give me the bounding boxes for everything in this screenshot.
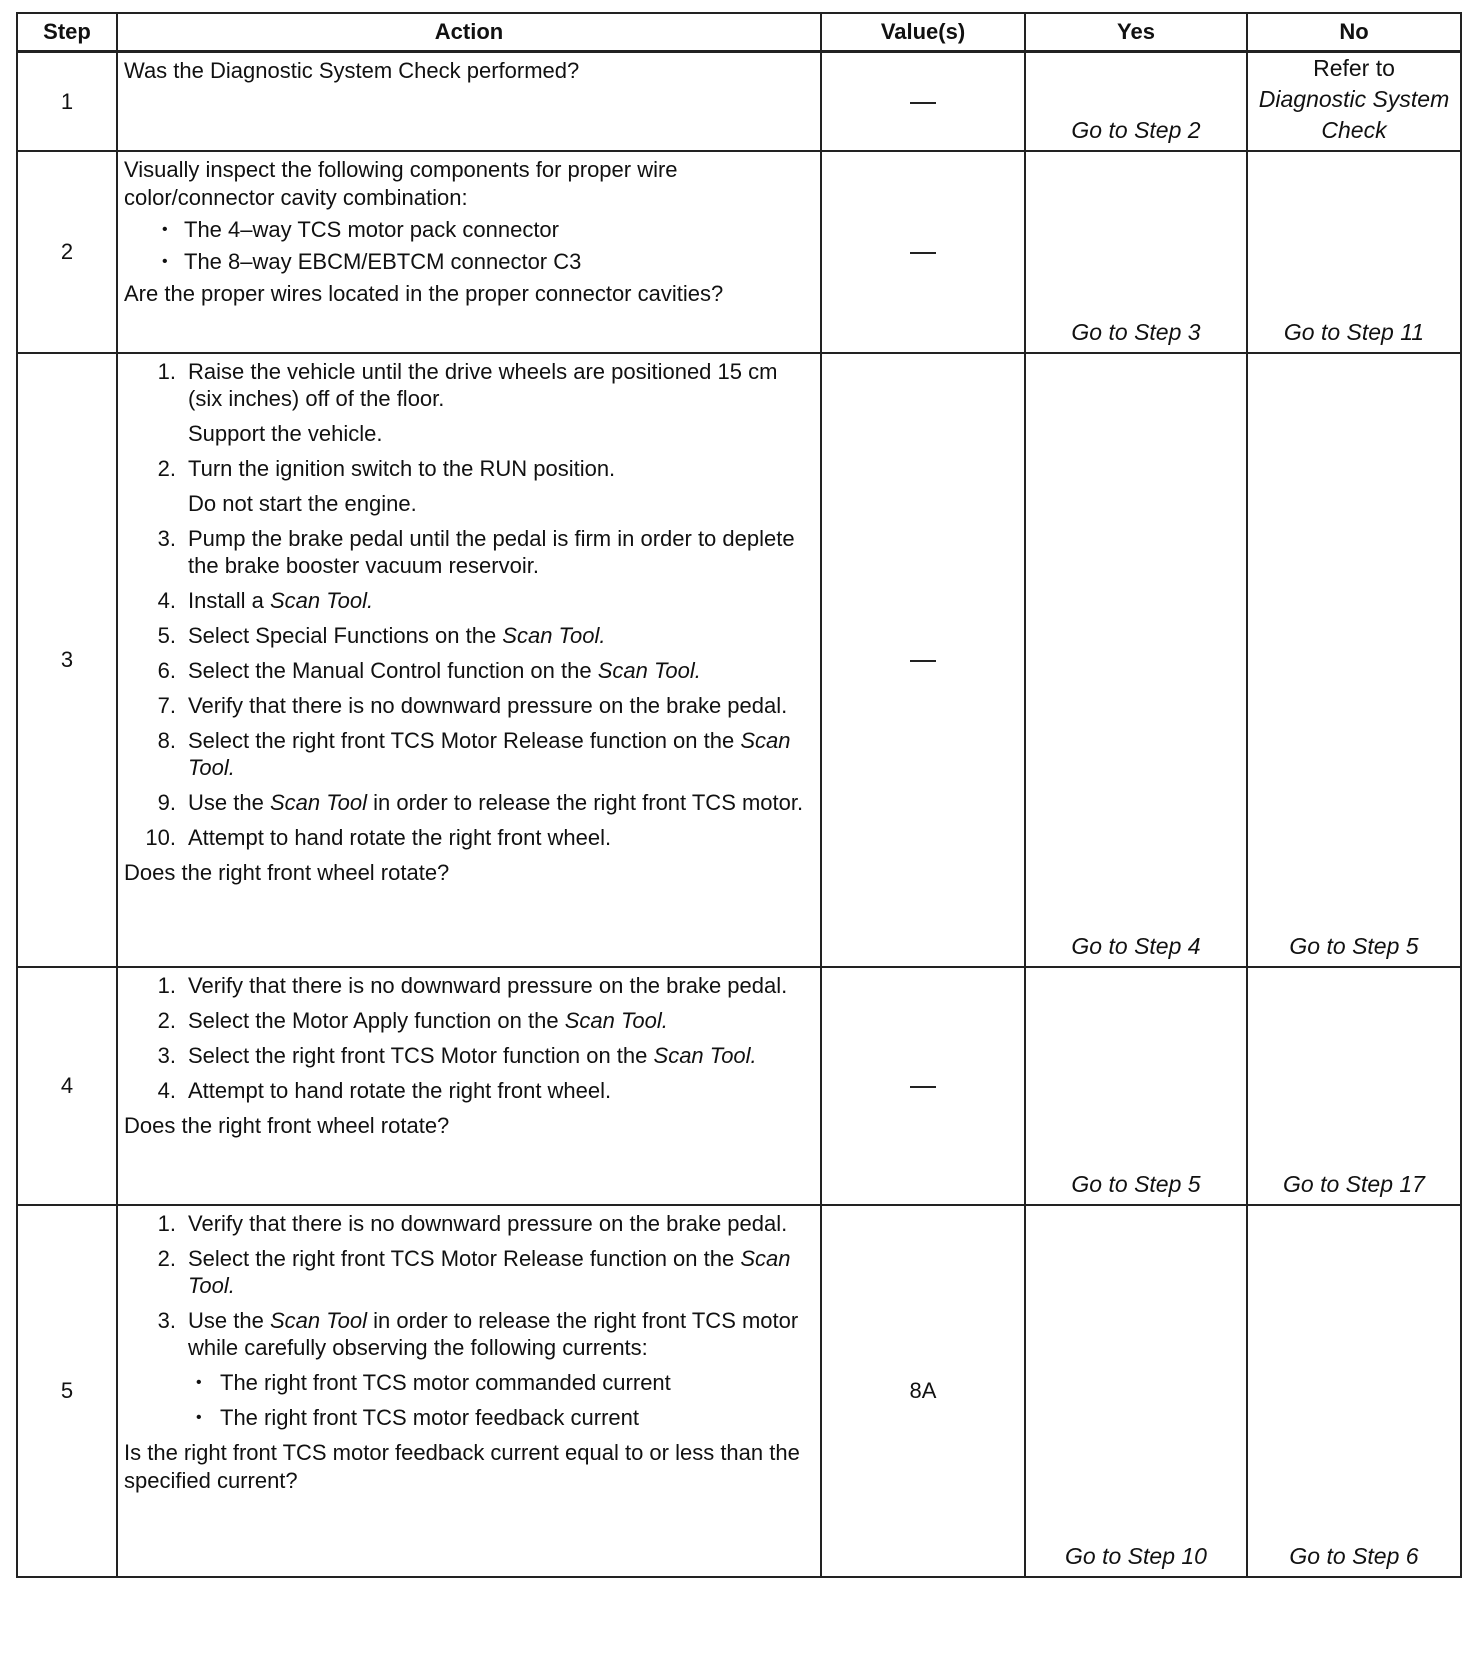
current-list	[188, 1369, 812, 1431]
procedure-step: 1. Verify that there is no downward pressure on the brake pedal.	[157, 1211, 788, 1236]
procedure-step: 1. Verify that there is no downward pressure on the brake pedal.	[157, 973, 788, 998]
table-row-step-2	[17, 151, 1461, 353]
table-row-step-4	[17, 967, 1461, 1205]
action-question: Was the Diagnostic System Check performed?	[124, 58, 580, 83]
table-row-step-5	[17, 1205, 1461, 1577]
procedure-step: 1. Raise the vehicle until the drive wheels are positioned 15 cm (six inches) off of the floor. Support the vehicle.	[157, 359, 778, 446]
no-prefix: Refer to	[1313, 55, 1395, 81]
header-step: Step	[17, 13, 117, 52]
list-item: • The 8–way EBCM/EBTCM connector C3	[124, 248, 812, 276]
procedure-step: 3. Select the right front TCS Motor function on the Scan Tool.	[157, 1043, 757, 1068]
action-cell	[117, 967, 821, 1205]
procedure-step: 3. Use the Scan Tool in order to release the right front TCS motor while carefully observing the following currents: • The right front TCS motor commanded current • The right front TCS motor feedback current	[124, 1307, 812, 1431]
procedure-step: 6. Select the Manual Control function on the Scan Tool.	[157, 658, 701, 683]
step-number: 3	[17, 353, 117, 967]
table-row-step-3	[17, 353, 1461, 967]
yes-cell: Go to Step 10	[1025, 1205, 1247, 1577]
value-cell	[821, 353, 1025, 967]
value-dash	[910, 252, 936, 254]
step-number: 2	[17, 151, 117, 353]
no-reference: Go to Step 5	[1289, 933, 1419, 959]
procedure-step: 3. Pump the brake pedal until the pedal is firm in order to deplete the brake booster vacuum reservoir.	[157, 526, 795, 578]
value-dash	[910, 1086, 936, 1088]
procedure-step: 2. Select the right front TCS Motor Release function on the Scan Tool.	[157, 1246, 791, 1298]
value-cell: 8A	[821, 1205, 1025, 1577]
header-values: Value(s)	[821, 13, 1025, 52]
action-cell	[117, 353, 821, 967]
no-reference: Go to Step 6	[1289, 1543, 1419, 1569]
step-number: 4	[17, 967, 117, 1205]
procedure-step: 2. Turn the ignition switch to the RUN position. Do not start the engine.	[157, 456, 616, 516]
action-question: Does the right front wheel rotate?	[124, 1113, 450, 1138]
procedure-list	[124, 972, 812, 1104]
list-item: • The right front TCS motor commanded current	[188, 1369, 812, 1396]
action-cell	[117, 151, 821, 353]
yes-cell: Go to Step 2	[1025, 52, 1247, 152]
list-item: • The 4–way TCS motor pack connector	[124, 216, 812, 244]
value-dash	[910, 660, 936, 662]
no-reference: Diagnostic System Check	[1258, 86, 1450, 143]
yes-cell: Go to Step 3	[1025, 151, 1247, 353]
no-cell	[1247, 52, 1461, 152]
diagnostic-table	[16, 12, 1462, 1578]
procedure-step: 10. Attempt to hand rotate the right front wheel.	[145, 825, 612, 850]
action-cell	[117, 1205, 821, 1577]
procedure-step: 9. Use the Scan Tool in order to release the right front TCS motor.	[157, 790, 804, 815]
no-cell	[1247, 353, 1461, 967]
procedure-step: 4. Install a Scan Tool.	[157, 588, 374, 613]
procedure-list	[124, 1210, 812, 1431]
action-intro: Visually inspect the following components for proper wire color/connector cavity combination:	[124, 157, 678, 210]
action-cell	[117, 52, 821, 152]
procedure-step: 5. Select Special Functions on the Scan Tool.	[157, 623, 606, 648]
value-cell	[821, 967, 1025, 1205]
no-cell	[1247, 967, 1461, 1205]
header-row	[17, 13, 1461, 52]
table-row-step-1	[17, 52, 1461, 152]
no-reference: Go to Step 17	[1283, 1171, 1425, 1197]
procedure-list	[124, 358, 812, 851]
value-cell	[821, 52, 1025, 152]
action-question: Does the right front wheel rotate?	[124, 860, 450, 885]
procedure-step: 8. Select the right front TCS Motor Release function on the Scan Tool.	[157, 728, 791, 780]
step-number: 1	[17, 52, 117, 152]
value-cell	[821, 151, 1025, 353]
no-reference: Go to Step 11	[1283, 319, 1425, 345]
component-list	[124, 216, 812, 276]
yes-cell: Go to Step 5	[1025, 967, 1247, 1205]
procedure-step: 4. Attempt to hand rotate the right front wheel.	[157, 1078, 612, 1103]
value-dash	[910, 102, 936, 104]
procedure-step: 7. Verify that there is no downward pressure on the brake pedal.	[157, 693, 788, 718]
header-no: No	[1247, 13, 1461, 52]
header-yes: Yes	[1025, 13, 1247, 52]
yes-cell: Go to Step 4	[1025, 353, 1247, 967]
action-question: Are the proper wires located in the proper connector cavities?	[124, 281, 724, 306]
no-cell	[1247, 151, 1461, 353]
action-question: Is the right front TCS motor feedback current equal to or less than the specified current?	[124, 1440, 800, 1493]
procedure-step: 2. Select the Motor Apply function on the Scan Tool.	[157, 1008, 668, 1033]
step-number: 5	[17, 1205, 117, 1577]
list-item: • The right front TCS motor feedback current	[188, 1404, 812, 1431]
header-action: Action	[117, 13, 821, 52]
no-cell	[1247, 1205, 1461, 1577]
